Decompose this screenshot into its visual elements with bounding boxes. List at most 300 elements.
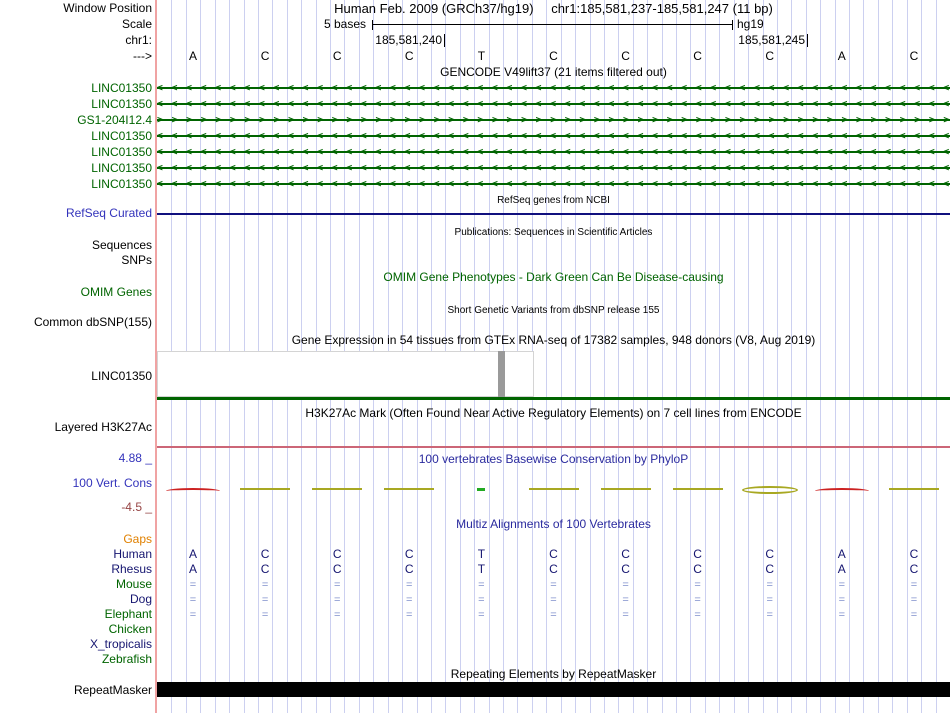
strand-arrowhead-icon: > (302, 115, 309, 126)
alignment-base: C (260, 547, 270, 561)
strand-arrowhead-icon: < (229, 99, 236, 110)
strand-arrowhead-icon: > (258, 115, 265, 126)
gencode-gene-label[interactable]: LINC01350 (91, 177, 152, 191)
strand-arrowhead-icon: < (623, 179, 629, 190)
multiz-species-label[interactable]: Elephant (104, 607, 152, 621)
strand-arrowhead-icon: < (928, 99, 935, 110)
scale-bar (372, 20, 733, 30)
strand-arrowhead-icon: < (550, 131, 557, 142)
strand-arrowhead-icon: > (681, 115, 688, 126)
strand-arrowhead-icon: < (331, 163, 338, 174)
strand-arrowhead-icon: < (258, 179, 265, 190)
strand-arrowhead-icon: < (754, 147, 760, 158)
strand-arrowhead-icon: < (681, 131, 688, 142)
strand-arrowhead-icon: < (739, 179, 746, 190)
gtex-track-title[interactable]: Gene Expression in 54 tissues from GTEx RNA-seq of 17382 samples, 948 donors (V8, Aug 2019) (291, 333, 816, 347)
strand-arrowhead-icon: < (375, 163, 382, 174)
strand-arrowhead-icon: < (317, 179, 324, 190)
strand-arrowhead-icon: < (783, 163, 790, 174)
phylop-track-title[interactable]: 100 vertebrates Basewise Conservation by PhyloP (418, 452, 689, 466)
strand-arrowhead-icon: < (623, 83, 629, 94)
strand-arrowhead-icon: < (390, 99, 396, 110)
phylop-max-label: 4.88 _ (118, 451, 152, 465)
strand-arrowhead-icon: < (157, 179, 163, 190)
strand-arrowhead-icon: < (768, 179, 775, 190)
strand-arrowhead-icon: > (360, 115, 367, 126)
coordinate-right: 185,581,245 (738, 33, 805, 47)
strand-arrowhead-icon: < (215, 83, 222, 94)
alignment-identity-mark: = (189, 579, 197, 591)
strand-arrowhead-icon: < (608, 131, 615, 142)
strand-arrowhead-icon: < (812, 179, 819, 190)
gencode-gene-row[interactable] (157, 97, 950, 112)
strand-arrowhead-icon: < (491, 99, 498, 110)
strand-arrowhead-icon: < (331, 147, 338, 158)
base-letter: C (549, 49, 558, 63)
h3k27ac-baseline (157, 446, 950, 448)
strand-arrowhead-icon: < (593, 147, 600, 158)
strand-arrowhead-icon: < (943, 147, 950, 158)
h3k27ac-track-title[interactable]: H3K27Ac Mark (Often Found Near Active Regulatory Elements) on 7 cell lines from ENCODE (305, 406, 802, 420)
strand-arrowhead-icon: < (579, 99, 586, 110)
strand-arrowhead-icon: < (419, 99, 425, 110)
strand-arrowhead-icon: < (419, 131, 425, 142)
multiz-track-title[interactable]: Multiz Alignments of 100 Vertebrates (456, 517, 651, 531)
strand-arrowhead-icon: > (623, 115, 629, 126)
strand-arrowhead-icon: < (579, 179, 586, 190)
gencode-gene-row[interactable] (157, 129, 950, 144)
strand-arrowhead-icon: < (739, 131, 746, 142)
strand-arrowhead-icon: < (666, 99, 673, 110)
strand-arrowhead-icon: < (841, 163, 848, 174)
strand-arrowhead-icon: < (914, 179, 921, 190)
strand-arrowhead-icon: > (462, 115, 469, 126)
gencode-gene-label[interactable]: LINC01350 (91, 97, 152, 111)
strand-arrowhead-icon: < (331, 83, 338, 94)
refseq-gene-line[interactable] (157, 213, 950, 215)
strand-arrowhead-icon: < (215, 131, 222, 142)
strand-arrowhead-icon: < (346, 131, 353, 142)
strand-arrowhead-icon: < (244, 147, 251, 158)
strand-arrowhead-icon: < (797, 83, 804, 94)
strand-arrowhead-icon: < (477, 83, 484, 94)
strand-arrowhead-icon: < (812, 99, 819, 110)
strand-arrowhead-icon: > (186, 115, 192, 126)
coordinate-left: 185,581,240 (375, 33, 442, 47)
alignment-base: C (549, 562, 558, 576)
multiz-species-label[interactable]: X_tropicalis (89, 637, 152, 651)
strand-arrowhead-icon: < (608, 163, 615, 174)
strand-arrowhead-icon: < (477, 163, 484, 174)
strand-arrowhead-icon: < (623, 131, 629, 142)
gencode-track-title[interactable]: GENCODE V49lift37 (21 items filtered out) (440, 65, 667, 79)
strand-arrowhead-icon: > (783, 115, 790, 126)
strand-arrowhead-icon: < (885, 179, 891, 190)
strand-arrowhead-icon: < (739, 147, 746, 158)
alignment-base: C (332, 547, 342, 561)
strand-arrowhead-icon: < (856, 99, 862, 110)
strand-arrowhead-icon: > (433, 115, 440, 126)
strand-arrowhead-icon: < (826, 179, 833, 190)
strand-arrowhead-icon: < (360, 99, 367, 110)
strand-arrowhead-icon: > (491, 115, 498, 126)
strand-arrowhead-icon: < (404, 179, 411, 190)
strand-arrowhead-icon: < (768, 163, 775, 174)
strand-arrowhead-icon: < (841, 83, 848, 94)
strand-arrowhead-icon: < (856, 83, 862, 94)
alignment-identity-mark: = (550, 609, 557, 621)
strand-arrowhead-icon: < (550, 179, 557, 190)
dbsnp-track-label[interactable]: Common dbSNP(155) (33, 315, 152, 329)
strand-arrowhead-icon: > (768, 115, 775, 126)
strand-arrowhead-icon: > (710, 115, 717, 126)
repeatmasker-track-label[interactable]: RepeatMasker (73, 683, 152, 697)
strand-arrowhead-icon: < (564, 147, 571, 158)
strand-arrowhead-icon: < (331, 179, 338, 190)
strand-arrowhead-icon: < (812, 83, 819, 94)
strand-arrowhead-icon: > (317, 115, 324, 126)
strand-arrowhead-icon: > (390, 115, 396, 126)
strand-arrowhead-icon: < (346, 179, 353, 190)
gencode-gene-row[interactable] (157, 145, 950, 160)
strand-arrowhead-icon: > (244, 115, 251, 126)
strand-arrowhead-icon: > (448, 115, 455, 126)
refseq-track-label[interactable]: RefSeq Curated (65, 206, 152, 220)
phylop-wiggle-mark (240, 488, 290, 490)
strand-arrowhead-icon: > (652, 115, 658, 126)
strand-arrowhead-icon: < (157, 147, 163, 158)
strand-arrowhead-icon: < (390, 163, 396, 174)
alignment-identity-mark: = (766, 609, 773, 621)
window-position-value (157, 2, 950, 16)
gtex-gene-label[interactable]: LINC01350 (91, 369, 152, 383)
strand-arrowhead-icon: < (390, 83, 396, 94)
strand-arrowhead-icon: < (914, 99, 921, 110)
strand-arrowhead-icon: < (404, 99, 411, 110)
strand-arrowhead-icon: < (826, 99, 833, 110)
gencode-gene-row[interactable] (157, 113, 950, 128)
alignment-identity-mark: = (622, 609, 629, 621)
strand-arrowhead-icon: < (404, 131, 411, 142)
strand-arrowhead-icon: < (710, 147, 717, 158)
strand-arrowhead-icon: < (433, 131, 440, 142)
alignment-base: A (188, 547, 197, 561)
strand-arrowhead-icon: < (229, 179, 236, 190)
strand-arrowhead-icon: < (200, 147, 207, 158)
strand-arrowhead-icon: > (331, 115, 338, 126)
gencode-gene-row[interactable] (157, 177, 950, 192)
gencode-gene-row[interactable] (157, 81, 950, 96)
strand-arrowhead-icon: < (448, 179, 455, 190)
omim-track-title[interactable]: OMIM Gene Phenotypes - Dark Green Can Be Disease-causing (383, 270, 724, 284)
strand-arrowhead-icon: < (200, 179, 207, 190)
multiz-species-label[interactable]: Dog (129, 592, 152, 606)
base-letter: C (332, 49, 342, 63)
strand-arrowhead-icon: < (157, 163, 163, 174)
strand-arrowhead-icon: < (258, 147, 265, 158)
base-letter: C (693, 49, 702, 63)
strand-arrowhead-icon: < (623, 147, 629, 158)
dbsnp-track-title[interactable]: Short Genetic Variants from dbSNP release 155 (447, 305, 660, 316)
strand-arrowhead-icon: < (521, 163, 527, 174)
strand-arrowhead-icon: < (491, 83, 498, 94)
strand-arrowhead-icon: < (695, 179, 702, 190)
strand-arrowhead-icon: < (870, 147, 877, 158)
strand-arrowhead-icon: < (856, 131, 862, 142)
strand-arrowhead-icon: < (448, 99, 455, 110)
strand-arrowhead-icon: > (506, 115, 513, 126)
strand-arrowhead-icon: < (186, 147, 192, 158)
alignment-identity-mark: = (189, 594, 197, 606)
strand-arrowhead-icon: < (521, 147, 527, 158)
alignment-base: C (909, 562, 919, 576)
strand-arrowhead-icon: < (550, 99, 557, 110)
strand-arrowhead-icon: < (710, 131, 717, 142)
strand-arrowhead-icon: < (797, 163, 804, 174)
multiz-species-label[interactable]: Rhesus (111, 562, 152, 576)
strand-arrowhead-icon: > (404, 115, 411, 126)
gencode-gene-row[interactable] (157, 161, 950, 176)
strand-arrowhead-icon: < (448, 131, 455, 142)
strand-arrowhead-icon: < (244, 83, 251, 94)
multiz-species-label[interactable]: Gaps (123, 532, 152, 546)
strand-arrowhead-icon: > (885, 115, 891, 126)
strand-arrowhead-icon: > (797, 115, 804, 126)
strand-arrowhead-icon: < (928, 147, 935, 158)
strand-arrowhead-icon: < (608, 179, 615, 190)
strand-arrowhead-icon: < (695, 131, 702, 142)
alignment-base: C (693, 547, 702, 561)
multiz-species-label[interactable]: Zebrafish (101, 652, 152, 666)
strand-arrowhead-icon: < (724, 147, 731, 158)
strand-arrowhead-icon: < (608, 83, 615, 94)
strand-arrowhead-icon: < (521, 83, 527, 94)
phylop-track-label[interactable]: 100 Vert. Cons (72, 476, 152, 490)
strand-arrowhead-icon: < (288, 99, 294, 110)
strand-arrowhead-icon: < (724, 99, 731, 110)
strand-arrowhead-icon: < (462, 131, 469, 142)
strand-arrowhead-icon: < (812, 163, 819, 174)
strand-arrowhead-icon: < (666, 163, 673, 174)
strand-arrowhead-icon: > (666, 115, 673, 126)
multiz-species-label[interactable]: Chicken (108, 622, 152, 636)
left-strand-arrows (157, 161, 950, 176)
strand-arrowhead-icon: < (754, 99, 760, 110)
strand-arrowhead-icon: < (433, 99, 440, 110)
strand-arrowhead-icon: < (506, 163, 513, 174)
strand-arrowhead-icon: > (200, 115, 207, 126)
strand-arrowhead-icon: < (535, 179, 542, 190)
base-letter: C (404, 49, 414, 63)
strand-arrowhead-icon: > (419, 115, 425, 126)
strand-arrowhead-icon: < (593, 83, 600, 94)
strand-arrowhead-icon: < (768, 131, 775, 142)
strand-arrowhead-icon: < (579, 83, 586, 94)
publications-track-title[interactable]: Publications: Sequences in Scientific Articles (454, 227, 653, 238)
strand-arrowhead-icon: < (535, 147, 542, 158)
strand-arrowhead-icon: < (433, 179, 440, 190)
strand-arrowhead-icon: > (550, 115, 557, 126)
strand-arrowhead-icon: < (477, 179, 484, 190)
assembly-text: Human Feb. 2009 (GRCh37/hg19) (334, 1, 534, 16)
gtex-gene-extent-line[interactable] (157, 397, 950, 400)
strand-arrowhead-icon: < (273, 99, 280, 110)
strand-arrowhead-icon: < (710, 83, 717, 94)
strand-arrowhead-icon: < (506, 131, 513, 142)
phylop-wiggle-mark (312, 488, 362, 490)
strand-arrowhead-icon: < (273, 131, 280, 142)
strand-arrowhead-icon: < (768, 147, 775, 158)
strand-arrowhead-icon: > (215, 115, 222, 126)
strand-arrowhead-icon: < (841, 147, 848, 158)
omim-track-label[interactable]: OMIM Genes (80, 285, 152, 299)
strand-arrowhead-icon: < (346, 83, 353, 94)
strand-arrowhead-icon: < (870, 83, 877, 94)
strand-arrowhead-icon: < (171, 99, 178, 110)
gencode-gene-label[interactable]: GS1-204I12.4 (77, 113, 152, 127)
alignment-base: C (404, 562, 414, 576)
strand-arrowhead-icon: > (928, 115, 935, 126)
strand-arrowhead-icon: < (288, 179, 294, 190)
gencode-gene-label[interactable]: LINC01350 (91, 81, 152, 95)
strand-arrowhead-icon: < (797, 99, 804, 110)
alignment-identity-mark: = (694, 609, 701, 621)
strand-arrowhead-icon: < (535, 163, 542, 174)
alignment-identity-mark: = (622, 594, 629, 606)
alignment-identity-mark: = (478, 594, 485, 606)
strand-arrowhead-icon: < (870, 163, 877, 174)
strand-arrowhead-icon: < (419, 83, 425, 94)
strand-arrowhead-icon: < (404, 147, 411, 158)
strand-arrowhead-icon: < (288, 147, 294, 158)
strand-arrowhead-icon: < (157, 99, 163, 110)
strand-arrowhead-icon: < (899, 179, 906, 190)
strand-arrowhead-icon: < (521, 99, 527, 110)
strand-arrowhead-icon: > (841, 115, 848, 126)
strand-arrowhead-icon: < (288, 131, 294, 142)
phylop-wiggle-mark (673, 488, 723, 490)
strand-arrowhead-icon: > (739, 115, 746, 126)
publications-snps-label[interactable]: SNPs (121, 253, 152, 267)
strand-arrowhead-icon: < (404, 163, 411, 174)
repeatmasker-track-title[interactable]: Repeating Elements by RepeatMasker (450, 667, 657, 681)
strand-arrowhead-icon: > (564, 115, 571, 126)
strand-arrowhead-icon: < (535, 131, 542, 142)
strand-arrowhead-icon: < (360, 179, 367, 190)
base-letter: C (909, 49, 919, 63)
strand-arrowhead-icon: > (754, 115, 760, 126)
strand-arrowhead-icon: < (943, 131, 950, 142)
strand-arrowhead-icon: > (171, 115, 178, 126)
refseq-track-title[interactable]: RefSeq genes from NCBI (497, 195, 610, 206)
multiz-species-label[interactable]: Mouse (115, 577, 152, 591)
strand-arrowhead-icon: < (419, 163, 425, 174)
left-strand-arrows (157, 81, 950, 96)
strand-arrowhead-icon: < (419, 147, 425, 158)
gencode-gene-label[interactable]: LINC01350 (91, 129, 152, 143)
strand-arrowhead-icon: < (390, 131, 396, 142)
alignment-base: T (477, 562, 486, 576)
strand-arrowhead-icon: < (317, 131, 324, 142)
strand-arrowhead-icon: < (943, 83, 950, 94)
repeatmasker-element-bar[interactable] (157, 682, 950, 697)
strand-arrowhead-icon: < (477, 99, 484, 110)
strand-arrowhead-icon: < (346, 99, 353, 110)
strand-arrowhead-icon: < (623, 99, 629, 110)
alignment-identity-mark: = (910, 579, 918, 591)
strand-arrowhead-icon: < (186, 83, 192, 94)
strand-arrowhead-icon: < (943, 163, 950, 174)
position-text: chr1:185,581,237-185,581,247 (11 bp) (551, 1, 773, 16)
gencode-gene-label[interactable]: LINC01350 (91, 145, 152, 159)
h3k27ac-track-label[interactable]: Layered H3K27Ac (54, 420, 152, 434)
strand-arrowhead-icon: < (564, 99, 571, 110)
gencode-gene-label[interactable]: LINC01350 (91, 161, 152, 175)
base-letter: C (765, 49, 775, 63)
strand-arrowhead-icon: < (579, 147, 586, 158)
strand-arrowhead-icon: < (899, 131, 906, 142)
strand-arrowhead-icon: < (171, 131, 178, 142)
strand-arrowhead-icon: < (593, 163, 600, 174)
strand-arrowhead-icon: < (186, 163, 192, 174)
strand-arrowhead-icon: < (943, 179, 950, 190)
gtex-expression-bar[interactable] (498, 351, 505, 398)
strand-arrowhead-icon: < (171, 179, 178, 190)
strand-arrowhead-icon: < (754, 131, 760, 142)
strand-arrowhead-icon: < (244, 163, 251, 174)
strand-arrowhead-icon: < (550, 147, 557, 158)
strand-arrowhead-icon: < (288, 83, 294, 94)
alignment-base: C (621, 562, 630, 576)
strand-arrowhead-icon: < (899, 83, 906, 94)
strand-arrowhead-icon: < (637, 131, 644, 142)
strand-arrowhead-icon: < (826, 83, 833, 94)
alignment-base: C (693, 562, 702, 576)
strand-arrowhead-icon: < (652, 179, 658, 190)
alignment-identity-mark: = (189, 609, 197, 621)
strand-arrowhead-icon: < (346, 163, 353, 174)
strand-arrowhead-icon: < (302, 163, 309, 174)
strand-arrowhead-icon: < (826, 131, 833, 142)
strand-arrowhead-icon: < (375, 83, 382, 94)
strand-arrowhead-icon: < (783, 99, 790, 110)
strand-arrowhead-icon: < (856, 147, 862, 158)
base-letter: T (477, 49, 486, 63)
phylop-wiggle-mark (166, 488, 220, 494)
strand-arrowhead-icon: < (535, 83, 542, 94)
strand-arrowhead-icon: < (943, 99, 950, 110)
strand-arrowhead-icon: < (317, 147, 324, 158)
gtex-expression-box[interactable] (157, 351, 534, 397)
strand-arrowhead-icon: < (681, 147, 688, 158)
multiz-species-label[interactable]: Human (113, 547, 152, 561)
strand-arrowhead-icon: < (448, 163, 455, 174)
strand-arrowhead-icon: < (390, 147, 396, 158)
strand-arrowhead-icon: > (856, 115, 862, 126)
scale-value: 5 bases (323, 17, 366, 31)
strand-arrowhead-icon: < (652, 83, 658, 94)
strand-arrowhead-icon: < (710, 179, 717, 190)
phylop-wiggle-mark (889, 488, 939, 490)
strand-arrowhead-icon: < (462, 147, 469, 158)
strand-arrowhead-icon: < (724, 163, 731, 174)
publications-sequences-label[interactable]: Sequences (91, 238, 152, 252)
left-strand-arrows (157, 129, 950, 144)
strand-arrowhead-icon: < (695, 99, 702, 110)
strand-arrowhead-icon: < (768, 83, 775, 94)
phylop-wiggle-mark (529, 488, 579, 490)
strand-arrowhead-icon: < (564, 131, 571, 142)
